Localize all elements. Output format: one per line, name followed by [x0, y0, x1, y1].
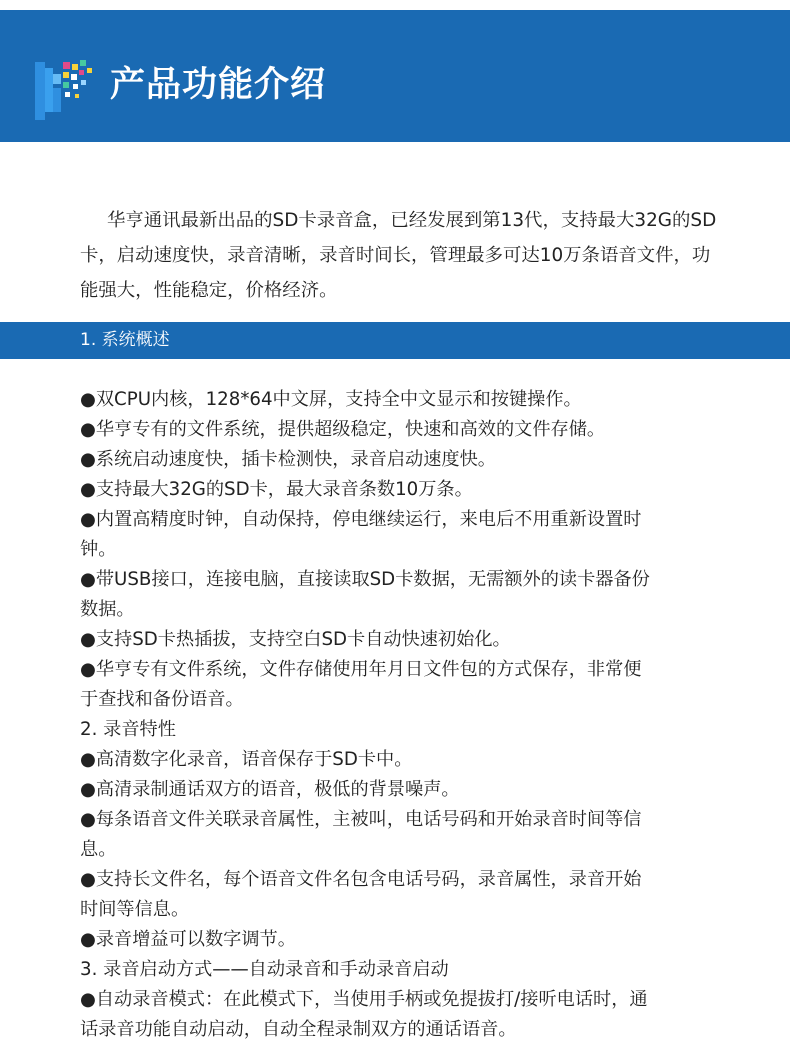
- feature-line: 息。: [80, 839, 117, 860]
- feature-line: 话录音功能自动启动，自动全程录制双方的通话语音。: [80, 1019, 517, 1040]
- feature-list: [80, 385, 720, 1045]
- feature-line: 钟。: [80, 539, 117, 560]
- feature-line: ●高清数字化录音，语音保存于SD卡中。: [80, 749, 413, 770]
- feature-line: ●支持SD卡热插拔，支持空白SD卡自动快速初始化。: [80, 629, 511, 650]
- feature-line: ●每条语音文件关联录音属性，主被叫，电话号码和开始录音时间等信: [80, 809, 642, 830]
- feature-line: ●华亨专有文件系统，文件存储使用年月日文件包的方式保存，非常便: [80, 659, 642, 680]
- page-title: 产品功能介绍: [110, 65, 327, 105]
- section-heading-start-mode: 3. 录音启动方式——自动录音和手动录音启动: [80, 959, 449, 980]
- section-header-bar: [0, 322, 790, 359]
- pixel-mosaic-logo-icon: [33, 54, 101, 122]
- feature-line: ●华亨专有的文件系统，提供超级稳定，快速和高效的文件存储。: [80, 419, 606, 440]
- feature-line: 于查找和备份语音。: [80, 689, 244, 710]
- feature-line: ●高清录制通话双方的语音，极低的背景噪声。: [80, 779, 460, 800]
- section-title: 1. 系统概述: [80, 330, 170, 350]
- feature-line: ●带USB接口，连接电脑，直接读取SD卡数据，无需额外的读卡器备份: [80, 569, 650, 590]
- feature-line: ●系统启动速度快，插卡检测快，录音启动速度快。: [80, 449, 496, 470]
- feature-line: ●双CPU内核，128*64中文屏，支持全中文显示和按键操作。: [80, 389, 582, 410]
- feature-line: 时间等信息。: [80, 899, 190, 920]
- feature-line: ●内置高精度时钟，自动保持，停电继续运行，来电后不用重新设置时: [80, 509, 642, 530]
- header-banner: [0, 10, 790, 142]
- feature-line: ●录音增益可以数字调节。: [80, 929, 296, 950]
- feature-line: ●自动录音模式：在此模式下，当使用手柄或免提拔打/接听电话时，通: [80, 989, 648, 1010]
- section-heading-recording: 2. 录音特性: [80, 719, 176, 740]
- feature-line: ●支持最大32G的SD卡，最大录音条数10万条。: [80, 479, 473, 500]
- feature-line: 数据。: [80, 599, 135, 620]
- feature-line: ●支持长文件名，每个语音文件名包含电话号码，录音属性，录音开始: [80, 869, 642, 890]
- intro-paragraph: 华亨通讯最新出品的SD卡录音盒，已经发展到第13代，支持最大32G的SD卡，启动速度快，录音清晰，录音时间长，管理最多可达10万条语音文件，功能强大，性能稳定，价格经济。: [80, 210, 717, 301]
